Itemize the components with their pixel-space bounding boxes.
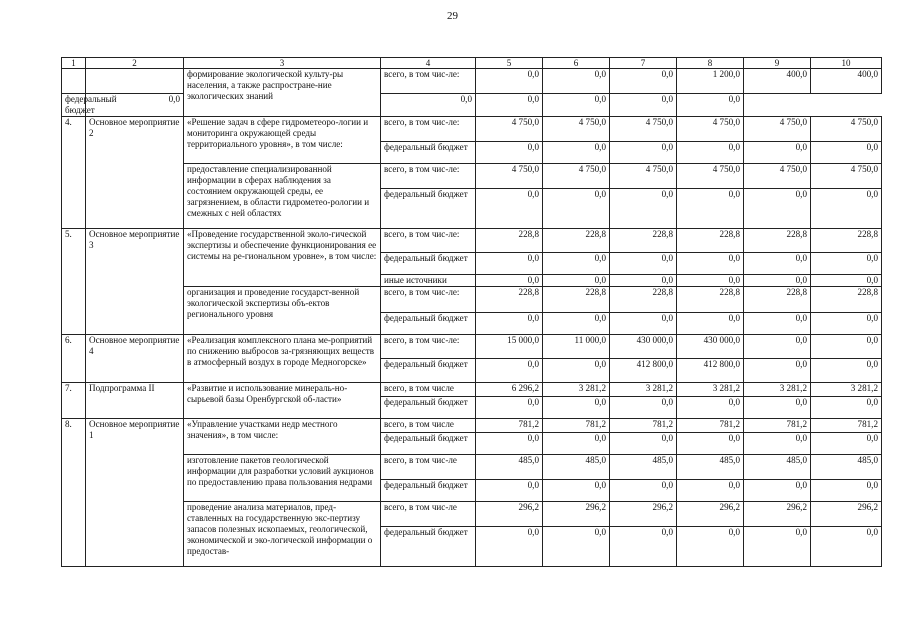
amount-cell: 781,2 bbox=[677, 419, 744, 433]
amount-cell: 4 750,0 bbox=[476, 164, 543, 189]
amount-cell: 0,0 bbox=[543, 142, 610, 164]
amount-cell: 0,0 bbox=[677, 313, 744, 335]
item-description-cell: «Решение задач в сфере гидрометеоро-логии и мониторинга окружающей среды территориального уровня», в том числе: bbox=[184, 117, 381, 164]
amount-cell: 0,0 bbox=[811, 335, 882, 359]
amount-cell: 4 750,0 bbox=[744, 117, 811, 142]
amount-cell: 4 750,0 bbox=[811, 117, 882, 142]
row-number-cell: 4. bbox=[62, 117, 86, 229]
amount-cell: 0,0 bbox=[476, 527, 543, 567]
funding-source-cell: всего, в том чис-ле: bbox=[381, 287, 476, 313]
amount-cell: 0,0 bbox=[811, 527, 882, 567]
row-number-cell: 7. bbox=[62, 383, 86, 419]
item-description-cell: «Управление участками недр местного значения», в том числе: bbox=[184, 419, 381, 455]
funding-source-cell: федеральный бюджет bbox=[381, 189, 476, 229]
table-row bbox=[62, 383, 882, 397]
amount-cell: 0,0 bbox=[610, 142, 677, 164]
item-description-cell: предоставление специализированной информации в сферах наблюдения за состоянием окружающей среды, ее загрязнением, в области гидрометео-рологии и смежных с ней областях bbox=[184, 164, 381, 229]
amount-cell: 0,0 bbox=[811, 275, 882, 287]
amount-cell: 0,0 bbox=[744, 142, 811, 164]
table-row bbox=[62, 502, 882, 527]
amount-cell: 0,0 bbox=[610, 69, 677, 94]
funding-source-cell: федеральный бюджет bbox=[381, 480, 476, 502]
row-number-cell: 6. bbox=[62, 335, 86, 383]
amount-cell: 0,0 bbox=[476, 69, 543, 94]
amount-cell: 485,0 bbox=[476, 455, 543, 480]
column-number-cell: 9 bbox=[744, 58, 811, 69]
amount-cell: 15 000,0 bbox=[476, 335, 543, 359]
amount-cell: 0,0 bbox=[476, 142, 543, 164]
table-row bbox=[62, 229, 882, 253]
amount-cell: 0,0 bbox=[476, 189, 543, 229]
amount-cell: 296,2 bbox=[744, 502, 811, 527]
amount-cell: 228,8 bbox=[677, 229, 744, 253]
funding-source-cell: всего, в том чис-ле: bbox=[381, 335, 476, 359]
amount-cell: 3 281,2 bbox=[811, 383, 882, 397]
amount-cell: 0,0 bbox=[543, 433, 610, 455]
item-description-cell: изготовление пакетов геологической информации для разработки условий аукционов по предоставлению права пользования недрами bbox=[184, 455, 381, 502]
amount-cell: 400,0 bbox=[744, 69, 811, 94]
amount-cell: 485,0 bbox=[543, 455, 610, 480]
amount-cell: 228,8 bbox=[811, 229, 882, 253]
funding-source-cell: федеральный бюджет bbox=[381, 142, 476, 164]
amount-cell: 0,0 bbox=[86, 94, 184, 117]
table-row bbox=[62, 164, 882, 189]
item-description-cell: организация и проведение государст-венной экологической экспертизы объ-ектов регионального уровня bbox=[184, 287, 381, 335]
column-number-cell: 4 bbox=[381, 58, 476, 69]
amount-cell: 0,0 bbox=[610, 94, 677, 117]
item-description-cell: «Проведение государственной эколо-гической экспертизы и обеспечение функционирования ее системы на ре-гиональном уровне», в том числе: bbox=[184, 229, 381, 287]
amount-cell: 0,0 bbox=[677, 397, 744, 419]
amount-cell: 781,2 bbox=[610, 419, 677, 433]
funding-source-cell: всего, в том чис-ле: bbox=[381, 164, 476, 189]
amount-cell: 485,0 bbox=[677, 455, 744, 480]
amount-cell: 0,0 bbox=[543, 397, 610, 419]
item-description-cell: «Развитие и использование минераль-но-сырьевой базы Оренбургской об-ласти» bbox=[184, 383, 381, 419]
amount-cell: 400,0 bbox=[811, 69, 882, 94]
row-number-cell: 5. bbox=[62, 229, 86, 335]
amount-cell: 0,0 bbox=[610, 480, 677, 502]
amount-cell: 4 750,0 bbox=[677, 164, 744, 189]
amount-cell: 0,0 bbox=[476, 94, 543, 117]
item-type-cell: Основное мероприятие 1 bbox=[86, 419, 184, 567]
funding-source-cell: федеральный бюджет bbox=[381, 433, 476, 455]
amount-cell: 0,0 bbox=[744, 480, 811, 502]
amount-cell: 485,0 bbox=[744, 455, 811, 480]
amount-cell: 3 281,2 bbox=[744, 383, 811, 397]
funding-source-cell: всего, в том чис-ле: bbox=[381, 117, 476, 142]
item-type-cell bbox=[86, 69, 184, 94]
amount-cell: 0,0 bbox=[811, 189, 882, 229]
amount-cell: 0,0 bbox=[811, 253, 882, 275]
amount-cell: 1 200,0 bbox=[677, 69, 744, 94]
amount-cell: 0,0 bbox=[543, 275, 610, 287]
amount-cell: 228,8 bbox=[677, 287, 744, 313]
amount-cell: 4 750,0 bbox=[543, 164, 610, 189]
table-row bbox=[62, 335, 882, 359]
amount-cell: 296,2 bbox=[677, 502, 744, 527]
row-number-cell: 8. bbox=[62, 419, 86, 567]
amount-cell: 0,0 bbox=[543, 189, 610, 229]
amount-cell: 0,0 bbox=[744, 359, 811, 383]
funding-source-cell: иные источники bbox=[381, 275, 476, 287]
amount-cell: 0,0 bbox=[543, 313, 610, 335]
column-number-cell: 1 bbox=[62, 58, 86, 69]
amount-cell: 228,8 bbox=[811, 287, 882, 313]
table-row bbox=[62, 69, 882, 94]
column-number-cell: 3 bbox=[184, 58, 381, 69]
row-number-cell bbox=[62, 69, 86, 94]
table-header-row bbox=[62, 58, 882, 69]
column-number-cell: 10 bbox=[811, 58, 882, 69]
amount-cell: 0,0 bbox=[476, 313, 543, 335]
amount-cell: 0,0 bbox=[610, 253, 677, 275]
amount-cell: 0,0 bbox=[677, 433, 744, 455]
amount-cell: 4 750,0 bbox=[811, 164, 882, 189]
amount-cell: 0,0 bbox=[610, 397, 677, 419]
amount-cell: 228,8 bbox=[744, 229, 811, 253]
amount-cell: 0,0 bbox=[610, 189, 677, 229]
amount-cell: 4 750,0 bbox=[744, 164, 811, 189]
amount-cell: 781,2 bbox=[543, 419, 610, 433]
funding-source-cell: всего, в том чис-ле bbox=[381, 502, 476, 527]
amount-cell: 0,0 bbox=[610, 275, 677, 287]
amount-cell: 0,0 bbox=[543, 69, 610, 94]
amount-cell: 0,0 bbox=[811, 142, 882, 164]
amount-cell: 0,0 bbox=[476, 275, 543, 287]
amount-cell: 0,0 bbox=[677, 189, 744, 229]
amount-cell: 0,0 bbox=[543, 480, 610, 502]
amount-cell: 4 750,0 bbox=[543, 117, 610, 142]
amount-cell: 4 750,0 bbox=[677, 117, 744, 142]
amount-cell: 0,0 bbox=[744, 335, 811, 359]
amount-cell: 412 800,0 bbox=[610, 359, 677, 383]
amount-cell: 0,0 bbox=[476, 253, 543, 275]
item-description-cell: формирование экологической культу-ры населения, а также распростране-ние экологических знаний bbox=[184, 69, 381, 117]
column-number-cell: 8 bbox=[677, 58, 744, 69]
amount-cell: 228,8 bbox=[610, 287, 677, 313]
amount-cell: 296,2 bbox=[476, 502, 543, 527]
funding-source-cell: федеральный бюджет bbox=[381, 253, 476, 275]
funding-source-cell: всего, в том чис-ле: bbox=[381, 229, 476, 253]
amount-cell: 485,0 bbox=[811, 455, 882, 480]
budget-table bbox=[61, 57, 882, 567]
funding-source-cell: всего, в том числе bbox=[381, 419, 476, 433]
amount-cell: 296,2 bbox=[610, 502, 677, 527]
amount-cell: 0,0 bbox=[677, 275, 744, 287]
amount-cell: 0,0 bbox=[811, 480, 882, 502]
amount-cell: 0,0 bbox=[744, 275, 811, 287]
amount-cell: 0,0 bbox=[811, 313, 882, 335]
table-row bbox=[62, 419, 882, 433]
amount-cell: 228,8 bbox=[543, 287, 610, 313]
amount-cell: 0,0 bbox=[610, 313, 677, 335]
amount-cell: 412 800,0 bbox=[677, 359, 744, 383]
amount-cell: 0,0 bbox=[543, 527, 610, 567]
column-number-cell: 6 bbox=[543, 58, 610, 69]
item-type-cell: Основное мероприятие 4 bbox=[86, 335, 184, 383]
amount-cell: 0,0 bbox=[476, 359, 543, 383]
amount-cell: 0,0 bbox=[543, 359, 610, 383]
funding-source-cell: федеральный бюджет bbox=[381, 527, 476, 567]
table-row bbox=[62, 287, 882, 313]
amount-cell: 228,8 bbox=[610, 229, 677, 253]
funding-source-cell: всего, в том чис-ле: bbox=[381, 69, 476, 94]
funding-source-cell: федеральный бюджет bbox=[381, 359, 476, 383]
amount-cell: 0,0 bbox=[543, 94, 610, 117]
column-number-cell: 7 bbox=[610, 58, 677, 69]
amount-cell: 11 000,0 bbox=[543, 335, 610, 359]
amount-cell: 0,0 bbox=[476, 480, 543, 502]
funding-source-cell: всего, в том чис-ле bbox=[381, 455, 476, 480]
amount-cell: 0,0 bbox=[744, 189, 811, 229]
amount-cell: 0,0 bbox=[744, 433, 811, 455]
amount-cell: 0,0 bbox=[744, 313, 811, 335]
amount-cell: 0,0 bbox=[744, 527, 811, 567]
item-type-cell: Основное мероприятие 2 bbox=[86, 117, 184, 229]
amount-cell: 0,0 bbox=[744, 397, 811, 419]
item-type-cell: Основное мероприятие 3 bbox=[86, 229, 184, 335]
funding-source-cell: федеральный бюджет bbox=[381, 313, 476, 335]
amount-cell: 296,2 bbox=[543, 502, 610, 527]
item-description-cell: проведение анализа материалов, пред-ставленных на государственную экс-пертизу запасов полезных ископаемых, геологической, экономической и эко-логической информации о предостав- bbox=[184, 502, 381, 567]
amount-cell: 3 281,2 bbox=[677, 383, 744, 397]
amount-cell: 0,0 bbox=[381, 94, 476, 117]
amount-cell: 0,0 bbox=[476, 433, 543, 455]
amount-cell: 3 281,2 bbox=[610, 383, 677, 397]
amount-cell: 4 750,0 bbox=[610, 117, 677, 142]
amount-cell: 6 296,2 bbox=[476, 383, 543, 397]
amount-cell: 0,0 bbox=[744, 253, 811, 275]
column-number-cell: 5 bbox=[476, 58, 543, 69]
amount-cell: 228,8 bbox=[476, 287, 543, 313]
table-row bbox=[62, 455, 882, 480]
amount-cell: 0,0 bbox=[476, 397, 543, 419]
amount-cell: 4 750,0 bbox=[476, 117, 543, 142]
amount-cell: 0,0 bbox=[677, 94, 744, 117]
amount-cell: 296,2 bbox=[811, 502, 882, 527]
funding-source-cell: федеральный бюджет bbox=[62, 94, 86, 117]
amount-cell: 0,0 bbox=[811, 433, 882, 455]
amount-cell: 485,0 bbox=[610, 455, 677, 480]
funding-source-cell: всего, в том числе bbox=[381, 383, 476, 397]
item-description-cell: «Реализация комплексного плана ме-роприятий по снижению выбросов за-грязняющих веществ в атмосферный воздух в городе Медногорске» bbox=[184, 335, 381, 383]
amount-cell: 0,0 bbox=[543, 253, 610, 275]
funding-source-cell: федеральный бюджет bbox=[381, 397, 476, 419]
amount-cell: 0,0 bbox=[677, 527, 744, 567]
amount-cell: 781,2 bbox=[811, 419, 882, 433]
item-type-cell: Подпрограмма II bbox=[86, 383, 184, 419]
amount-cell: 0,0 bbox=[677, 480, 744, 502]
amount-cell: 430 000,0 bbox=[610, 335, 677, 359]
amount-cell: 430 000,0 bbox=[677, 335, 744, 359]
amount-cell: 0,0 bbox=[811, 397, 882, 419]
amount-cell: 781,2 bbox=[476, 419, 543, 433]
amount-cell: 3 281,2 bbox=[543, 383, 610, 397]
amount-cell: 0,0 bbox=[677, 142, 744, 164]
column-number-cell: 2 bbox=[86, 58, 184, 69]
amount-cell: 0,0 bbox=[610, 433, 677, 455]
amount-cell: 781,2 bbox=[744, 419, 811, 433]
amount-cell: 228,8 bbox=[543, 229, 610, 253]
amount-cell: 4 750,0 bbox=[610, 164, 677, 189]
page-number: 29 bbox=[447, 10, 458, 22]
amount-cell: 0,0 bbox=[811, 359, 882, 383]
amount-cell: 0,0 bbox=[677, 253, 744, 275]
amount-cell: 228,8 bbox=[476, 229, 543, 253]
amount-cell: 228,8 bbox=[744, 287, 811, 313]
amount-cell: 0,0 bbox=[610, 527, 677, 567]
table-row bbox=[62, 117, 882, 142]
